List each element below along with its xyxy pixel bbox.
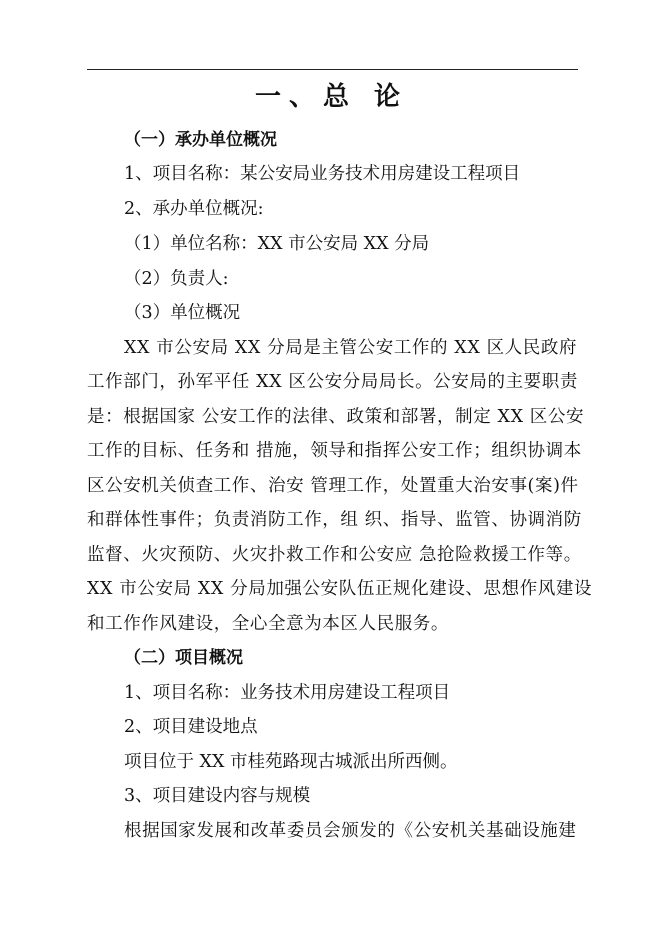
item-project-name-2: 1、项目名称：业务技术用房建设工程项目 (124, 683, 451, 703)
project-location-text: 项目位于 XX 市桂苑路现古城派出所西侧。 (124, 752, 458, 772)
paragraph-line: 是：根据国家 公安工作的法律、政策和部署，制定 XX 区公安 (87, 407, 585, 427)
paragraph-line: XX 市公安局 XX 分局加强公安队伍正规化建设、思想作风建设 (87, 579, 593, 599)
paragraph-line: XX 市公安局 XX 分局是主管公安工作的 XX 区人民政府 (124, 338, 578, 358)
paragraph-line: 和工作作风建设，全心全意为本区人民服务。 (87, 614, 449, 634)
section-heading-project-overview: （二）项目概况 (124, 648, 243, 668)
paragraph-line: 区公安机关侦查工作、治安 管理工作，处置重大治安事(案)件 (87, 476, 579, 496)
header-rule (87, 69, 578, 70)
sub-item-responsible-person: （2）负责人: (124, 269, 229, 289)
paragraph-line: 和群体性事件；负责消防工作，组 织、指导、监管、协调消防 (87, 510, 582, 530)
paragraph-line-scope: 根据国家发展和改革委员会颁发的《公安机关基础设施建 (124, 821, 577, 841)
chapter-title: 一、总 论 (254, 82, 409, 112)
item-project-scope: 3、项目建设内容与规模 (124, 786, 311, 806)
sub-item-unit-description: （3）单位概况 (124, 303, 241, 323)
item-unit-overview: 2、承办单位概况: (124, 199, 264, 219)
item-project-name: 1、项目名称：某公安局业务技术用房建设工程项目 (124, 164, 521, 184)
paragraph-line: 监督、火灾预防、火灾扑救工作和公安应 急抢险救援工作等。 (87, 545, 582, 565)
paragraph-line: 工作部门，孙军平任 XX 区公安分局局长。公安局的主要职责 (87, 372, 578, 392)
section-heading-unit-overview: （一）承办单位概况 (124, 130, 277, 150)
sub-item-unit-name: （1）单位名称：XX 市公安局 XX 分局 (124, 234, 430, 254)
item-project-location: 2、项目建设地点 (124, 717, 258, 737)
paragraph-line: 工作的目标、任务和 措施，领导和指挥公安工作；组织协调本 (87, 441, 582, 461)
